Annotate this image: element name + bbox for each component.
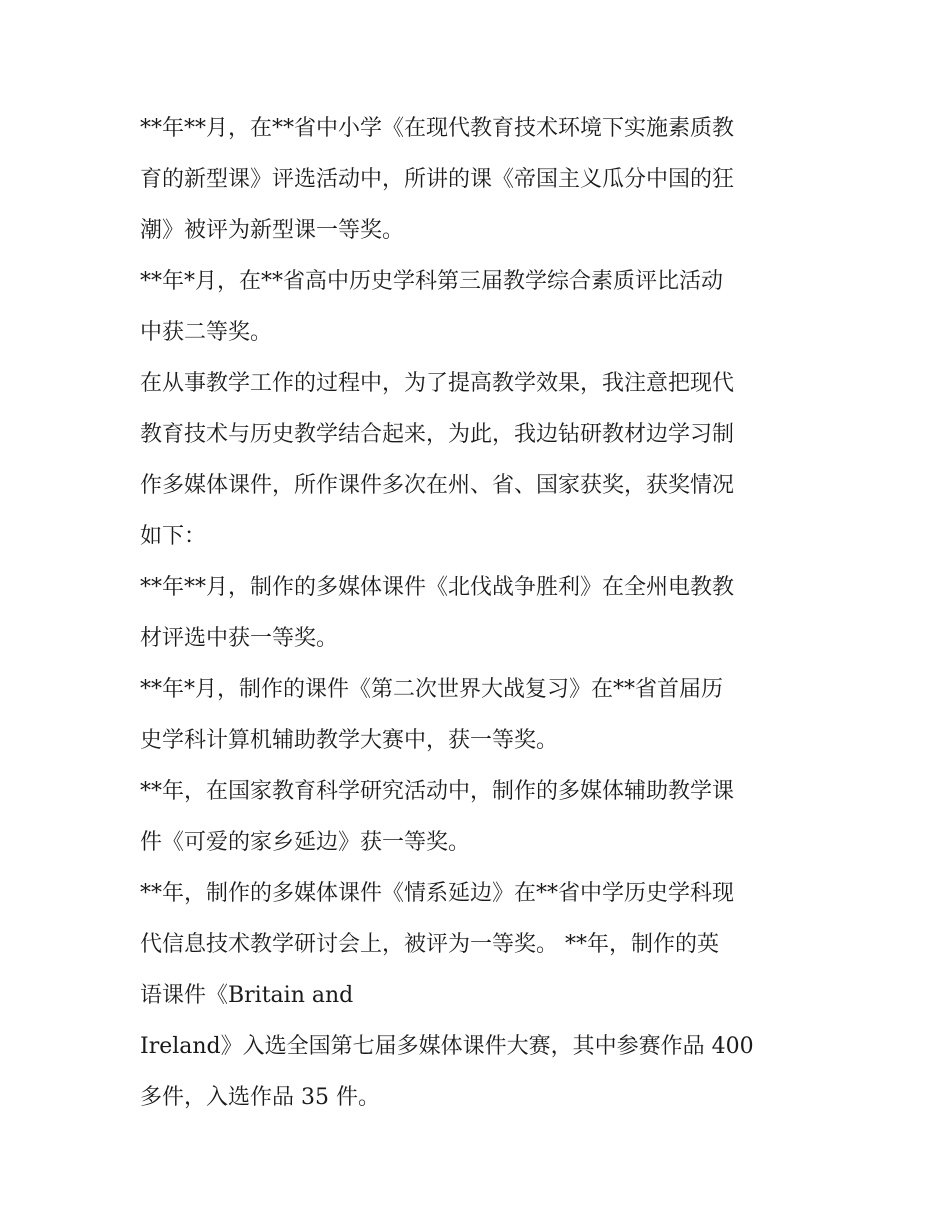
text-line: 件《可爱的家乡延边》获一等奖。 (140, 830, 471, 855)
text-line: 作多媒体课件，所作课件多次在州、省、国家获奖，获奖情况 (140, 473, 735, 498)
text-line: 史学科计算机辅助教学大赛中，获一等奖。 (140, 728, 559, 753)
text-line: 多件，入选作品 35 件。 (140, 1085, 380, 1110)
text-line: **年**月，在**省中小学《在现代教育技术环境下实施素质教 (140, 116, 735, 141)
text-line: 育的新型课》评选活动中，所讲的课《帝国主义瓜分中国的狂 (140, 167, 735, 192)
text-line: 语课件《Britain and (140, 983, 354, 1008)
text-line: 潮》被评为新型课一等奖。 (140, 218, 405, 243)
text-line: 材评选中获一等奖。 (140, 626, 339, 651)
text-line: Ireland》入选全国第七届多媒体课件大赛，其中参赛作品 400 (140, 1034, 754, 1059)
text-line: 中获二等奖。 (140, 320, 273, 345)
text-line: **年，制作的多媒体课件《情系延边》在**省中学历史学科现 (140, 881, 735, 906)
text-line: **年，在国家教育科学研究活动中，制作的多媒体辅助教学课 (140, 779, 735, 804)
text-line: 教育技术与历史教学结合起来，为此，我边钻研教材边学习制 (140, 422, 735, 447)
text-line: **年**月，制作的多媒体课件《北伐战争胜利》在全州电教教 (140, 575, 735, 600)
text-line: **年*月，在**省高中历史学科第三届教学综合素质评比活动 (140, 269, 724, 294)
text-line: 在从事教学工作的过程中，为了提高教学效果，我注意把现代 (140, 371, 735, 396)
text-line: 如下： (140, 524, 207, 549)
text-line: 代信息技术教学研讨会上，被评为一等奖。 **年，制作的英 (140, 932, 719, 957)
text-line: **年*月，制作的课件《第二次世界大战复习》在**省首届历 (140, 677, 724, 702)
